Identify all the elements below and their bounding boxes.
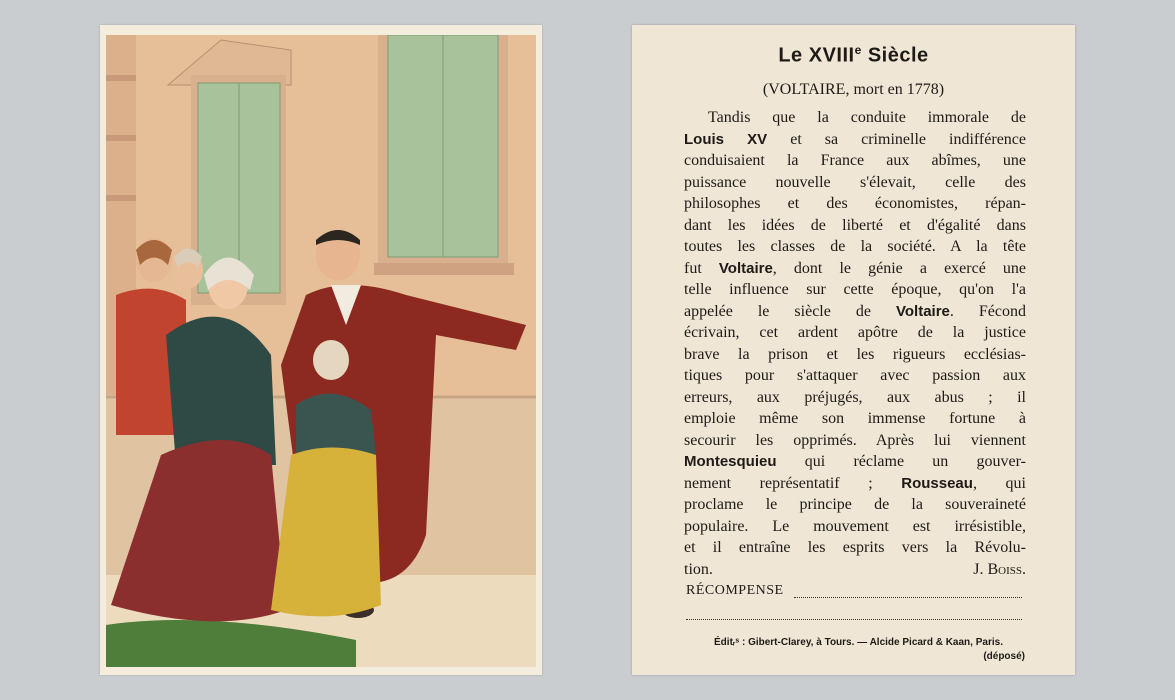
emphasized-name: Rousseau: [901, 474, 973, 492]
emphasized-name: Voltaire: [895, 302, 950, 320]
card-back: [632, 25, 1075, 675]
card-subtitle: (VOLTAIRE, mort en 1778): [762, 81, 945, 98]
body-segment: emploie même son immense fortune à: [684, 410, 1026, 427]
body-segment: toutes les classes de la société. A la tête: [684, 238, 1026, 255]
body-last-line: [684, 559, 1026, 581]
body-segment: appelée le siècle de: [684, 302, 896, 320]
body-line: [684, 279, 1026, 301]
emphasized-name: Voltaire: [718, 259, 773, 277]
title-superscript: e: [854, 43, 862, 57]
body-line: [684, 451, 1026, 473]
body-segment: conduisaient la France aux abîmes, une: [684, 152, 1026, 169]
body-line: [684, 365, 1026, 387]
body-line: [684, 537, 1026, 559]
reward-dotted-line: [794, 597, 1022, 598]
body-line: [684, 430, 1026, 452]
body-segment: , dont le génie a exercé une: [772, 259, 1027, 277]
emphasized-name: Montesquieu: [684, 453, 777, 470]
body-segment: nement représentatif ;: [684, 474, 902, 492]
publisher-line: Éditᵣˢ : Gibert-Clarey, à Tours. — Alcide Picard & Kaan, Paris.: [714, 637, 1003, 648]
body-line: [684, 258, 1026, 280]
body-line: [684, 301, 1026, 323]
card-front: [100, 25, 542, 675]
body-segment: tion.: [684, 560, 713, 578]
body-segment: philosophes et des économistes, répan-: [684, 195, 1026, 212]
body-line: [684, 193, 1026, 215]
body-line: [684, 322, 1026, 344]
body-segment: puissance nouvelle s'élevait, celle des: [684, 173, 1026, 191]
body-line: [684, 236, 1026, 258]
body-segment: et sa criminelle indifférence: [767, 130, 1026, 148]
signature: J. Boiss.: [973, 560, 1026, 578]
body-segment: tiques pour s'attaquer avec passion aux: [684, 367, 1026, 384]
body-line: [684, 215, 1026, 237]
body-line: [684, 387, 1026, 409]
body-line: [684, 129, 1026, 151]
body-segment: erreurs, aux préjugés, aux abus ; il: [684, 388, 1026, 406]
voltaire-scene-illustration: [106, 35, 536, 667]
body-text: [684, 107, 1026, 580]
body-segment: populaire. Le mouvement est irrésistible,: [684, 517, 1026, 535]
body-segment: écrivain, cet ardent apôtre de la justice: [684, 324, 1026, 341]
body-line: [684, 516, 1026, 538]
reward-dotted-line-2: [686, 619, 1022, 620]
body-line: [684, 344, 1026, 366]
body-line: [684, 172, 1026, 194]
body-segment: secourir les opprimés. Après lui viennent: [684, 431, 1026, 449]
title-main: Le XVIII: [778, 44, 855, 67]
deposit-note: (déposé): [983, 651, 1025, 662]
body-segment: brave la prison et les rigueurs ecclésias-: [684, 345, 1026, 363]
body-segment: proclame le principe de la souveraineté: [684, 496, 1026, 513]
title-end: Siècle: [861, 44, 929, 67]
body-segment: fut: [684, 259, 719, 277]
emphasized-name: Louis XV: [684, 130, 768, 148]
body-segment: . Fécond: [949, 302, 1027, 320]
card-title: [632, 43, 1075, 68]
body-segment: et il entraîne les esprits vers la Révolu-: [684, 539, 1026, 556]
body-segment: telle influence sur cette époque, qu'on l'a: [684, 281, 1026, 298]
body-segment: qui réclame un gouver-: [776, 453, 1026, 470]
body-segment: dant les idées de liberté et d'égalité dans: [684, 216, 1026, 234]
body-line: [684, 107, 1026, 129]
body-line: [684, 494, 1026, 516]
body-line: [684, 150, 1026, 172]
reward-label: RÉCOMPENSE: [686, 583, 784, 598]
body-line: [684, 473, 1026, 495]
body-segment: Tandis que la conduite immorale de: [708, 109, 1026, 126]
body-line: [684, 408, 1026, 430]
body-segment: , qui: [972, 474, 1026, 492]
